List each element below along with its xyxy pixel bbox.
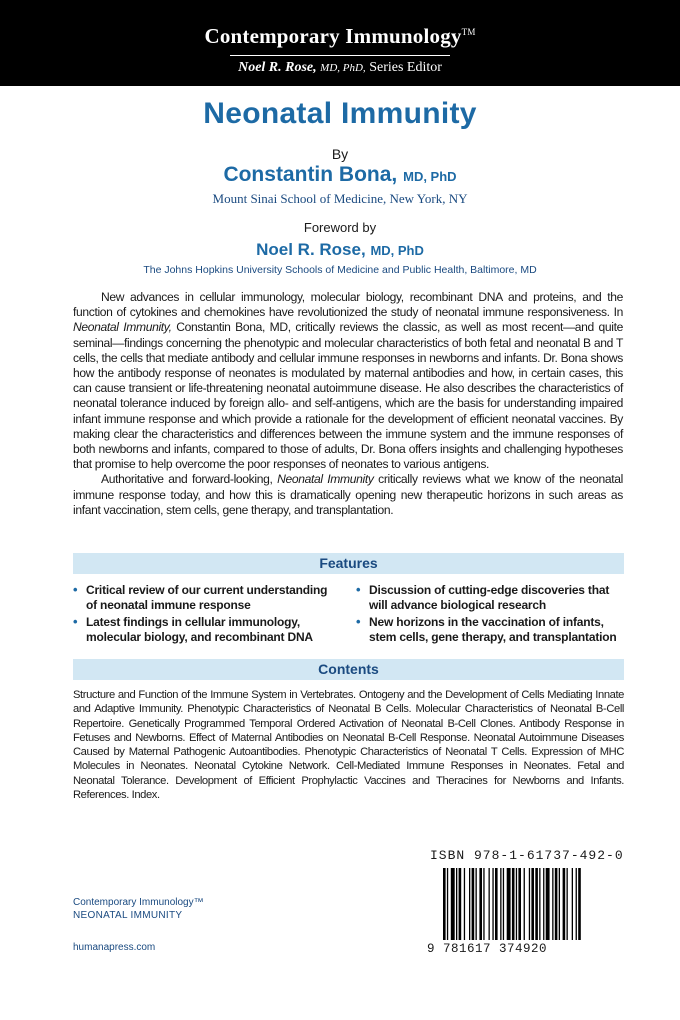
feature-item: • Latest findings in cellular immunology, molecular biology, and recombinant DNA: [73, 615, 335, 644]
by-label: By: [331, 146, 349, 162]
foreword-label: Foreword by: [303, 220, 377, 235]
features-list-right: [356, 583, 618, 647]
author-affiliation: Mount Sinai School of Medicine, New York, NY: [212, 191, 468, 206]
feature-item: • New horizons in the vaccination of infants, stem cells, gene therapy, and transplantation: [356, 615, 618, 644]
description-paragraph-2: Authoritative and forward-looking, Neonatal Immunity critically reviews what we know of the neonatal immune response today, and how this is dramatically opening new therapeutic horizons in such areas as infant vaccination, stem cells, gene therapy, and transplantation.: [73, 472, 623, 517]
footer-series: Contemporary Immunology™: [73, 897, 204, 908]
contents-heading: Contents: [73, 659, 624, 680]
footer-title: NEONATAL IMMUNITY: [73, 910, 183, 921]
publisher-url: humanapress.com: [73, 942, 156, 953]
series-editor: Noel R. Rose, MD, PhD, Series Editor: [238, 60, 442, 75]
isbn: ISBN 978-1-61737-492-0: [430, 848, 624, 863]
features-heading: Features: [73, 553, 624, 574]
feature-item: • Critical review of our current understanding of neonatal immune response: [73, 583, 335, 612]
description-paragraph-1: New advances in cellular immunology, molecular biology, recombinant DNA and proteins, and the function of cytokines and chemokines have revolutionized the study of neonatal immune responsiveness. In Neonatal Immunity, Constantin Bona, MD, critically reviews the classic, as well as most recent—and quite seminal—findings concerning the phenotypic and molecular characteristics of both fetal and neonatal B and T cells, the cells that mediate antibody and cellular immune responses in newborns and infants. Dr. Bona shows how the antibody response of neonates is modulated by maternal antibodies and how, in certain cases, this can cause transient or life-threatening neonatal autoimmune disease. He also describes the characteristics of neonatal tolerance induced by foreign allo- and self-antigens, which are the basis for understanding impaired infant immune response and which provide a rationale for the development of efficient neonatal vaccines. By making clear the characteristics and differences between the immune system and the immune responses of both newborns and infants, compared to those of adults, Dr. Bona offers insights and challenging hypotheses that promise to help overcome the poor responses of neonates to various antigens.: [73, 290, 623, 472]
contents-text: Structure and Function of the Immune System in Vertebrates. Ontogeny and the Development of Cells Mediating Innate and Adaptive Immunity. Phenotypic Characteristics of Neonatal B Cells. Molecular Characteristics of Neonatal B-Cell Repertoire. Genetically Programmed Temporal Ordered Activation of Neonatal B-Cell Clones. Antibody Response in Fetuses and Newborns. Effect of Maternal Antibodies on Neonatal B-Cell Response. Neonatal Autoimmune Diseases Caused by Maternal Pathogenic Autoantibodies. Phenotypic Characteristics of Neonatal T Cells. Expression of MHC Molecules in Neonates. Neonatal Cytokine Network. Cell-Mediated Immune Responses in Neonates. Fetal and Neonatal Tolerance. Development of Efficient Prophylactic Vaccines and Theracines for Newborns and Infants. References. Index.: [73, 689, 624, 802]
series-title: Contemporary Immunology™: [204, 24, 476, 48]
trademark: TM: [461, 27, 476, 37]
foreword-author: Noel R. Rose, MD, PhD: [256, 240, 424, 259]
author-name: Constantin Bona, MD, PhD: [223, 163, 457, 186]
book-title: Neonatal Immunity: [203, 97, 477, 130]
header-divider: [230, 55, 450, 56]
barcode-number: 9 781617 374920: [427, 942, 548, 956]
feature-item: • Discussion of cutting-edge discoveries that will advance biological research: [356, 583, 618, 612]
description: [73, 290, 623, 518]
features-list-left: [73, 583, 335, 647]
barcode: [443, 868, 619, 940]
foreword-affiliation: The Johns Hopkins University Schools of Medicine and Public Health, Baltimore, MD: [143, 264, 537, 276]
series-header: [0, 0, 680, 86]
